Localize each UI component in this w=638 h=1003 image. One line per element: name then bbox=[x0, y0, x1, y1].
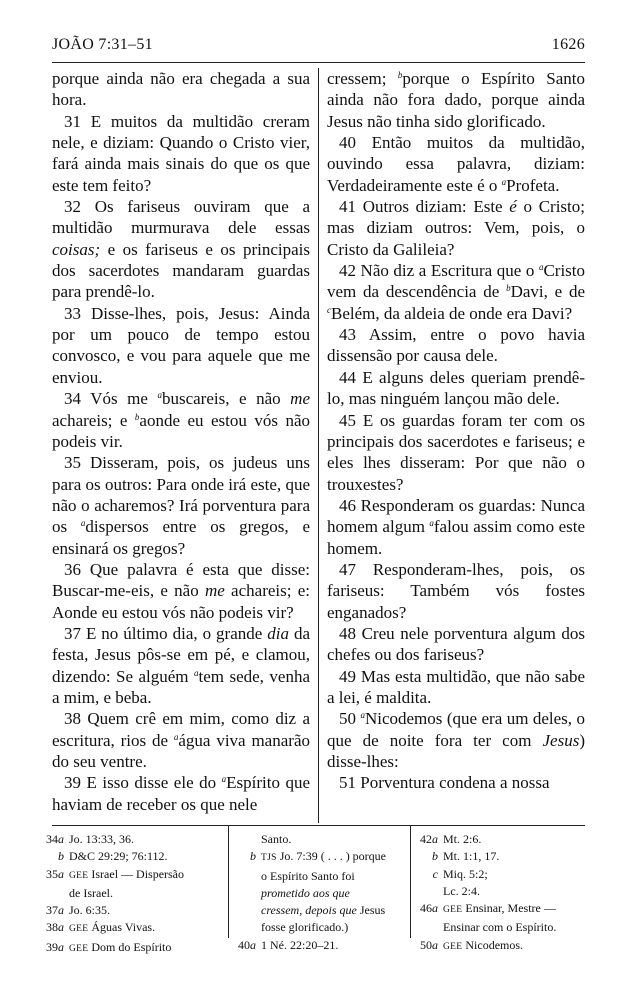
footnote-key bbox=[40, 848, 64, 865]
footnote-verse: 46 bbox=[420, 901, 432, 916]
footnote-text: 1 Né. 22:20–21. bbox=[261, 937, 339, 952]
italic-word: me bbox=[204, 581, 225, 601]
footnote-divider bbox=[228, 826, 229, 938]
footnote-text: D&C 29:29; 76:112. bbox=[69, 849, 168, 864]
footnote-entry[interactable] bbox=[414, 937, 586, 956]
verse-text: e os fariseus e os principais dos sacerdotes mandaram guardas para prendê-lo. bbox=[52, 239, 310, 302]
verse-text: 47 Responderam-lhes, pois, os fariseus: Também vós fostes enganados? bbox=[327, 559, 585, 622]
footnote-continuation bbox=[232, 868, 410, 885]
verse-text: da festa, Jesus pôs-se em pé, e clamou, dizendo: Se alguém bbox=[52, 623, 310, 686]
footnote-marker[interactable]: a bbox=[429, 518, 434, 529]
translation-abbrev: TJS bbox=[261, 853, 277, 864]
footnote-text: Nicodemos. bbox=[462, 937, 524, 952]
verse-text: 44 E alguns deles queriam prendê-lo, mas ninguém lançou mão dele. bbox=[327, 367, 585, 409]
footnote-letter: a bbox=[58, 903, 64, 918]
verse-text: Cristo vem da descendência de bbox=[327, 261, 585, 302]
verse-text: 40 Então muitos da multidão, ouvindo essa palavra, diziam: Verdadeiramente este é o bbox=[327, 133, 585, 195]
verse-text: 49 Mas esta multidão, que não sabe a lei, é maldita. bbox=[327, 666, 585, 707]
footnote-text: Dom do Espírito bbox=[88, 939, 172, 954]
verse-text: 48 Creu nele porventura algum dos chefes ou dos fariseus? bbox=[327, 623, 585, 665]
verse-48 bbox=[327, 623, 585, 666]
footnote-key bbox=[232, 848, 256, 865]
footnote-letter: a bbox=[58, 939, 64, 954]
verse-33 bbox=[52, 303, 310, 388]
footnote-entry[interactable] bbox=[414, 831, 586, 848]
footnote-key bbox=[40, 831, 64, 848]
footnote-letter: c bbox=[432, 866, 438, 881]
footnote-text: Mt. 2:6. bbox=[443, 832, 482, 846]
verse-text: ) disse-lhes: bbox=[327, 730, 585, 771]
guide-abbrev: GEE bbox=[69, 870, 89, 881]
footnote-column-1 bbox=[40, 831, 226, 958]
footnote-italic-text: cressem, depois que bbox=[261, 903, 357, 918]
footnote-entry[interactable] bbox=[40, 939, 226, 958]
verse-39 bbox=[52, 772, 310, 815]
footnote-verse: 42 bbox=[420, 832, 432, 846]
verse-text: 43 Assim, entre o povo havia dissensão por causa dele. bbox=[327, 325, 585, 366]
footnote-letter: a bbox=[432, 937, 438, 952]
footnote-marker[interactable]: b bbox=[134, 411, 140, 422]
footnote-letter: b bbox=[432, 849, 438, 864]
footnote-column-3 bbox=[414, 831, 586, 956]
italic-word: dia bbox=[267, 623, 289, 643]
footnote-text: Santo. bbox=[261, 832, 292, 846]
footnote-marker[interactable]: a bbox=[173, 731, 179, 742]
verse-text: Profeta. bbox=[506, 175, 560, 195]
verse-37 bbox=[52, 623, 310, 708]
verse-38 bbox=[52, 708, 310, 772]
footnote-column-2 bbox=[232, 831, 410, 954]
verse-text: aonde eu estou vós não podeis vir. bbox=[52, 410, 310, 451]
verse-41 bbox=[327, 196, 585, 260]
verse-text: 32 Os fariseus ouviram que a multidão murmurava dele essas bbox=[52, 197, 310, 238]
footnote-text: Jo. 6:35. bbox=[69, 903, 111, 918]
footnote-key bbox=[40, 939, 64, 956]
footnote-key bbox=[232, 937, 256, 954]
footnote-marker[interactable]: a bbox=[157, 390, 162, 401]
verse-text: 50 bbox=[339, 709, 361, 729]
footnote-continuation bbox=[40, 885, 226, 902]
footnote-continuation bbox=[232, 919, 410, 936]
footnote-key bbox=[414, 937, 438, 954]
footnote-key bbox=[414, 900, 438, 917]
verse-30-continuation bbox=[52, 68, 310, 111]
footnote-entry[interactable] bbox=[414, 900, 586, 919]
verse-50 bbox=[327, 708, 585, 772]
footnote-key bbox=[414, 866, 438, 883]
verse-text: água viva manarão do seu ventre. bbox=[52, 730, 310, 771]
footnote-text: Lc. 2:4. bbox=[443, 883, 480, 898]
footnote-continuation bbox=[232, 902, 410, 919]
verse-text: 35 Disseram, pois, os judeus uns para os outros: Para onde irá este, que não o acharemos? Irá porventura para os bbox=[52, 453, 310, 537]
verse-text: porque o Espírito Santo ainda não fora dado, porque ainda Jesus não tinha sido glorificado. bbox=[327, 69, 585, 131]
footnote-entry[interactable] bbox=[414, 866, 586, 883]
verse-40 bbox=[327, 132, 585, 196]
verse-text: Nicodemos (que era um deles, o que de noite fora ter com bbox=[327, 709, 585, 750]
verse-text: 36 Que palavra é esta que disse: Buscar-me-eis, e não bbox=[52, 559, 310, 601]
footnote-continuation bbox=[414, 919, 586, 936]
footnote-entry[interactable] bbox=[40, 848, 226, 865]
footnote-text: de Israel. bbox=[69, 885, 113, 900]
footnote-marker[interactable]: a bbox=[501, 176, 507, 187]
footnote-entry[interactable] bbox=[40, 866, 226, 885]
footnote-letter: a bbox=[58, 920, 64, 935]
verse-text: 45 E os guardas foram ter com os principais dos sacerdotes e fariseus; e eles lhes disseram: Por que não o trouxestes? bbox=[327, 410, 585, 494]
verse-text: 46 Responderam os guardas: Nunca homem algum bbox=[327, 495, 585, 537]
footnote-letter: b bbox=[58, 849, 64, 864]
page-number: 1626 bbox=[551, 36, 585, 53]
footnote-letter: a bbox=[58, 866, 64, 881]
footnote-letter: a bbox=[58, 832, 64, 846]
verse-text: Davi, e de bbox=[510, 282, 585, 302]
verse-text: 39 E isso disse ele do bbox=[64, 773, 222, 793]
footnote-continuation bbox=[232, 885, 410, 902]
footnote-verse: 39 bbox=[46, 939, 58, 954]
footnote-text: o Espírito Santo foi bbox=[261, 868, 355, 883]
verse-text: cressem; bbox=[327, 69, 398, 88]
footnote-divider bbox=[410, 826, 411, 938]
footnote-letter: a bbox=[432, 901, 438, 916]
verse-44 bbox=[327, 367, 585, 410]
verse-text: tem sede, venha a mim, e beba. bbox=[52, 666, 310, 707]
verse-43 bbox=[327, 324, 585, 367]
verse-text: Belém, da aldeia de onde era Davi? bbox=[331, 303, 573, 323]
footnote-key bbox=[414, 848, 438, 865]
verse-text: 33 Disse-lhes, pois, Jesus: Ainda por um pouco de tempo estou convosco, e vou para aquele que me enviou. bbox=[52, 303, 310, 387]
verse-47 bbox=[327, 559, 585, 623]
footnote-key bbox=[40, 866, 64, 883]
right-text-column bbox=[327, 68, 585, 794]
footnote-marker[interactable]: a bbox=[194, 667, 199, 678]
footnote-marker[interactable]: a bbox=[360, 710, 365, 721]
header-rule bbox=[52, 62, 585, 63]
verse-35 bbox=[52, 452, 310, 559]
footnote-key bbox=[40, 919, 64, 936]
chapter-reference: JOÃO 7:31–51 bbox=[52, 36, 153, 53]
footnote-verse: 38 bbox=[46, 920, 58, 935]
footnote-marker[interactable]: a bbox=[80, 518, 86, 529]
italic-word: Jesus bbox=[542, 730, 580, 750]
footnote-entry[interactable] bbox=[232, 937, 410, 954]
verse-39-continuation bbox=[327, 68, 585, 132]
footnote-marker[interactable]: a bbox=[221, 774, 227, 785]
column-divider bbox=[318, 68, 319, 823]
verse-49 bbox=[327, 666, 585, 709]
verse-31 bbox=[52, 111, 310, 196]
italic-word: me bbox=[290, 389, 310, 409]
verse-text: dispersos entre os gregos, e ensinará os gregos? bbox=[52, 517, 310, 558]
verse-text: 42 Não diz a Escritura que o bbox=[339, 261, 539, 281]
footnote-text: Jo. 7:39 ( . . . ) porque bbox=[276, 849, 387, 864]
verse-51 bbox=[327, 772, 585, 793]
verse-text: achareis; e: Aonde eu estou vós não podeis vir? bbox=[52, 581, 310, 622]
footnote-letter: a bbox=[250, 937, 256, 952]
verse-36 bbox=[52, 559, 310, 623]
footnote-text: Ensinar com o Espírito. bbox=[443, 920, 557, 935]
verse-34 bbox=[52, 388, 310, 452]
verse-text: Espírito que haviam de receber os que nele bbox=[52, 773, 310, 814]
footnote-verse: 34 bbox=[46, 832, 58, 846]
verse-text: 41 Outros diziam: Este bbox=[339, 197, 510, 217]
footnote-text: Jesus bbox=[356, 903, 386, 918]
verse-text: buscareis, e não bbox=[161, 389, 291, 409]
verse-text: 37 E no último dia, o grande bbox=[64, 623, 268, 643]
verse-text: 31 E muitos da multidão creram nele, e diziam: Quando o Cristo vier, fará ainda mais sinais do que os que este tem feito? bbox=[52, 111, 310, 195]
footnote-entry[interactable] bbox=[40, 831, 226, 848]
footnote-text: fosse glorificado.) bbox=[261, 920, 349, 935]
guide-abbrev: GEE bbox=[69, 943, 89, 954]
guide-abbrev: GEE bbox=[69, 924, 89, 935]
footnote-text: Mt. 1:1, 17. bbox=[443, 849, 500, 864]
guide-abbrev: GEE bbox=[443, 941, 463, 952]
italic-word: é bbox=[509, 197, 517, 217]
footnote-marker[interactable]: b bbox=[397, 70, 403, 80]
footnote-italic-text: prometido aos que bbox=[261, 885, 350, 900]
verse-42 bbox=[327, 260, 585, 324]
footnote-verse: 40 bbox=[238, 937, 250, 952]
verse-text: 34 Vós me bbox=[64, 389, 158, 409]
verse-text: 38 Quem crê em mim, como diz a escritura, rios de bbox=[52, 709, 310, 750]
footnote-verse: 35 bbox=[46, 866, 58, 881]
footnote-text: Jo. 13:33, 36. bbox=[69, 832, 135, 846]
verse-text: o Cristo; mas diziam outros: Vem, pois, o Cristo da Galileia? bbox=[327, 197, 585, 259]
footnote-letter: b bbox=[250, 849, 256, 864]
footnote-text: Miq. 5:2; bbox=[443, 866, 488, 881]
verse-text: falou assim como este homem. bbox=[327, 517, 586, 558]
guide-abbrev: GEE bbox=[443, 905, 463, 916]
verse-text: achareis; e bbox=[52, 410, 135, 430]
footnote-marker[interactable]: c bbox=[327, 304, 331, 315]
verse-text: 51 Porventura condena a nossa bbox=[339, 773, 550, 793]
footnote-entry[interactable] bbox=[232, 848, 410, 867]
verse-32 bbox=[52, 196, 310, 303]
footnote-text: Israel — Dispersão bbox=[88, 866, 185, 881]
footnote-entry[interactable] bbox=[414, 848, 586, 865]
footnote-key bbox=[414, 831, 438, 848]
footnote-continuation bbox=[414, 883, 586, 900]
footnote-letter: a bbox=[432, 832, 438, 846]
footnote-continuation bbox=[232, 831, 410, 848]
verse-45 bbox=[327, 410, 585, 495]
footnote-text: Águas Vivas. bbox=[88, 920, 156, 935]
footnote-rule bbox=[52, 825, 585, 826]
footnote-marker[interactable]: a bbox=[538, 262, 544, 273]
footnote-entry[interactable] bbox=[40, 919, 226, 938]
italic-word: coisas; bbox=[52, 239, 101, 259]
footnote-verse: 50 bbox=[420, 937, 432, 952]
footnote-text: Ensinar, Mestre — bbox=[462, 901, 556, 916]
footnote-key bbox=[40, 902, 64, 919]
verse-46 bbox=[327, 495, 585, 559]
footnote-marker[interactable]: b bbox=[506, 283, 511, 294]
verse-text: porque ainda não era chegada a sua hora. bbox=[52, 69, 310, 110]
left-text-column bbox=[52, 68, 310, 815]
footnote-verse: 37 bbox=[46, 903, 58, 918]
footnote-entry[interactable] bbox=[40, 902, 226, 919]
